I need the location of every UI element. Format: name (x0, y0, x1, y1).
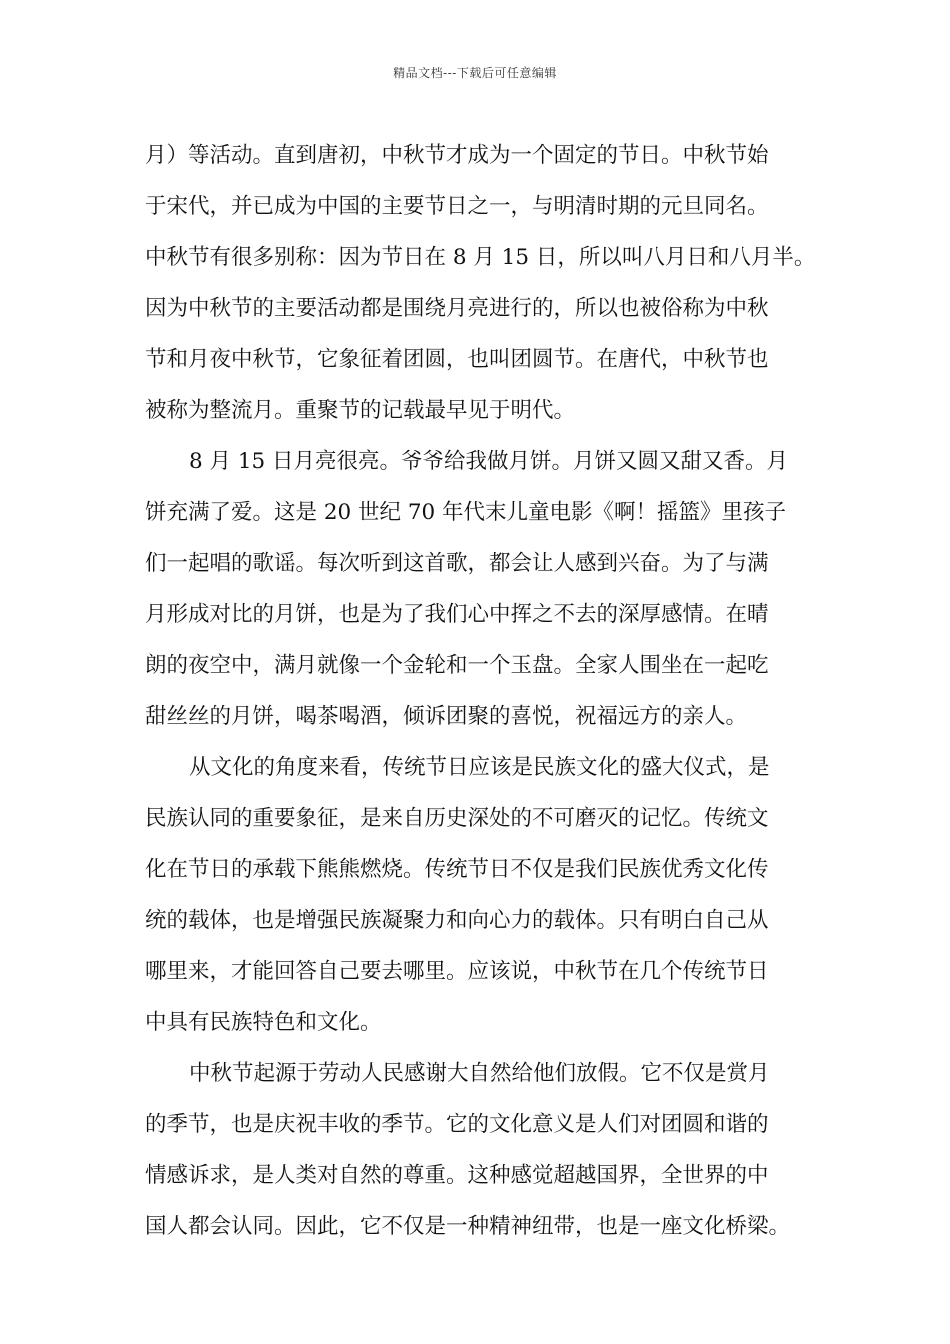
text-line: 饼充满了爱。这是 20 世纪 70 年代末儿童电影《啊！摇篮》里孩子 (145, 500, 787, 525)
text-line: 中秋节有很多别称：因为节日在 8 月 15 日，所以叫八月日和八月半。 (145, 245, 816, 270)
text-line: 们一起唱的歌谣。每次听到这首歌，都会让人感到兴奋。为了与满 (145, 551, 769, 576)
text-line: 月形成对比的月饼，也是为了我们心中挥之不去的深厚感情。在晴 (145, 602, 769, 627)
paragraph-4 (145, 1048, 825, 1252)
text-line: 统的载体，也是增强民族凝聚力和向心力的载体。只有明白自己从 (145, 908, 769, 933)
text-line: 被称为整流月。重聚节的记载最早见于明代。 (145, 398, 576, 423)
document-body (145, 130, 825, 1252)
paragraph-1 (145, 130, 825, 436)
text-line: 中具有民族特色和文化。 (145, 1010, 382, 1035)
text-line: 的季节，也是庆祝丰收的季节。它的文化意义是人们对团圆和谐的 (145, 1112, 769, 1137)
text-line: 节和月夜中秋节，它象征着团圆，也叫团圆节。在唐代，中秋节也 (145, 347, 769, 372)
text-line: 因为中秋节的主要活动都是围绕月亮进行的，所以也被俗称为中秋 (145, 296, 769, 321)
text-line: 甜丝丝的月饼，喝茶喝酒，倾诉团聚的喜悦，祝福远方的亲人。 (145, 704, 748, 729)
text-line: 化在节日的承载下熊熊燃烧。传统节日不仅是我们民族优秀文化传 (145, 857, 769, 882)
text-line: 月）等活动。直到唐初，中秋节才成为一个固定的节日。中秋节始 (145, 143, 769, 168)
paragraph-3 (145, 742, 825, 1048)
text-line: 民族认同的重要象征，是来自历史深处的不可磨灭的记忆。传统文 (145, 806, 769, 831)
text-line: 哪里来，才能回答自己要去哪里。应该说，中秋节在几个传统节日 (145, 959, 769, 984)
text-line: 8 月 15 日月亮很亮。爷爷给我做月饼。月饼又圆又甜又香。月 (189, 449, 789, 474)
text-line: 朗的夜空中，满月就像一个金轮和一个玉盘。全家人围坐在一起吃 (145, 653, 769, 678)
text-line: 中秋节起源于劳动人民感谢大自然给他们放假。它不仅是赏月 (189, 1061, 770, 1086)
text-line: 情感诉求，是人类对自然的尊重。这种感觉超越国界，全世界的中 (145, 1163, 769, 1188)
text-line: 于宋代，并已成为中国的主要节日之一，与明清时期的元旦同名。 (145, 194, 769, 219)
page-header: 精品文档---下载后可任意编辑 (393, 66, 557, 80)
paragraph-2 (145, 436, 825, 742)
text-line: 国人都会认同。因此，它不仅是一种精神纽带，也是一座文化桥梁。 (145, 1214, 791, 1239)
text-line: 从文化的角度来看，传统节日应该是民族文化的盛大仪式，是 (189, 755, 770, 780)
